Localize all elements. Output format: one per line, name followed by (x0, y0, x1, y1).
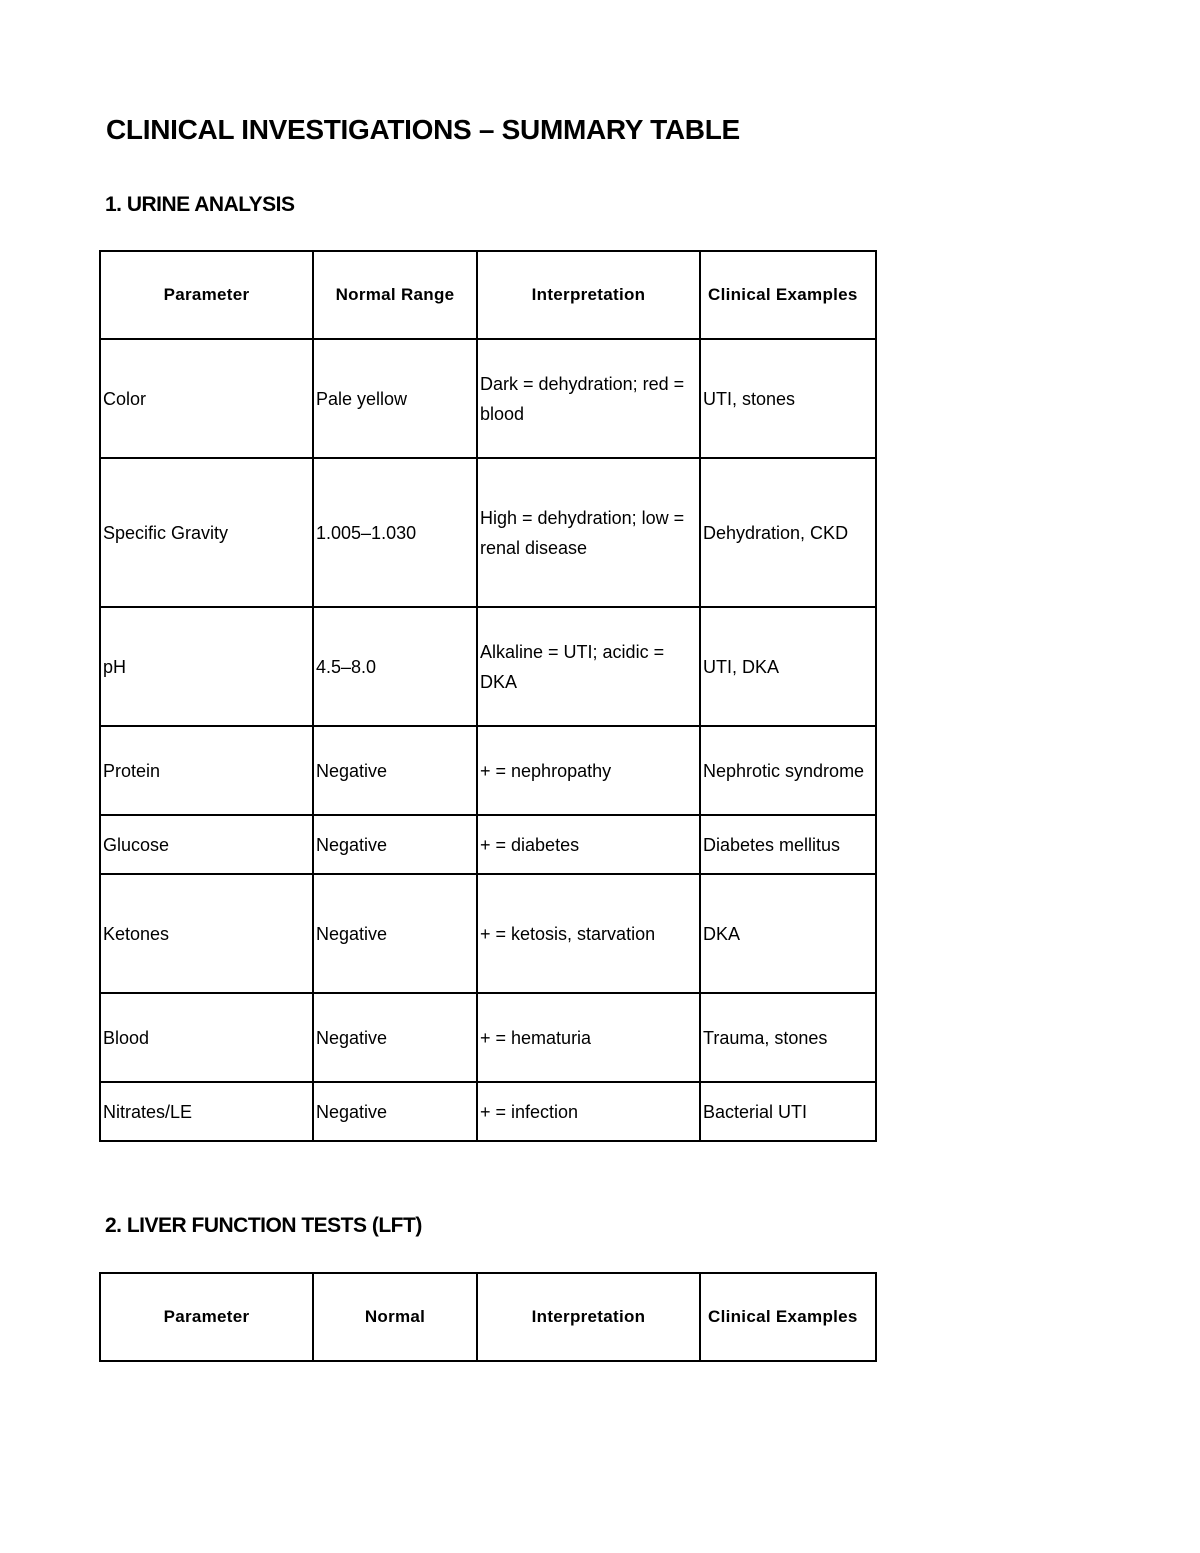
cell-parameter: Nitrates/LE (100, 1082, 313, 1141)
page-title: CLINICAL INVESTIGATIONS – SUMMARY TABLE (106, 114, 740, 145)
cell-parameter: Glucose (100, 815, 313, 874)
cell-interpretation: + = hematuria (477, 993, 700, 1082)
header-interpretation: Interpretation (477, 251, 700, 339)
cell-interpretation: High = dehydration; low = renal disease (477, 458, 700, 607)
table-row (100, 993, 876, 1082)
cell-normal-range: 1.005–1.030 (313, 458, 477, 607)
cell-normal-range: 4.5–8.0 (313, 607, 477, 726)
cell-interpretation: + = infection (477, 1082, 700, 1141)
header-clinical-examples: Clinical Examples (700, 251, 876, 339)
table-header-row (100, 1273, 876, 1361)
cell-parameter: Specific Gravity (100, 458, 313, 607)
cell-clinical-examples: UTI, DKA (700, 607, 876, 726)
header-normal: Normal (313, 1273, 477, 1361)
cell-clinical-examples: Dehydration, CKD (700, 458, 876, 607)
cell-normal-range: Negative (313, 993, 477, 1082)
urine-analysis-heading: 1. URINE ANALYSIS (105, 193, 295, 216)
table-row (100, 815, 876, 874)
lft-table (99, 1272, 877, 1362)
cell-interpretation: + = diabetes (477, 815, 700, 874)
cell-parameter: Protein (100, 726, 313, 815)
cell-parameter: Ketones (100, 874, 313, 993)
header-clinical-examples: Clinical Examples (700, 1273, 876, 1361)
cell-clinical-examples: DKA (700, 874, 876, 993)
cell-parameter: Blood (100, 993, 313, 1082)
cell-clinical-examples: Nephrotic syndrome (700, 726, 876, 815)
table-row (100, 339, 876, 458)
cell-clinical-examples: UTI, stones (700, 339, 876, 458)
lft-heading: 2. LIVER FUNCTION TESTS (LFT) (105, 1214, 422, 1237)
table-row (100, 1082, 876, 1141)
cell-clinical-examples: Trauma, stones (700, 993, 876, 1082)
cell-parameter: Color (100, 339, 313, 458)
cell-interpretation: Dark = dehydration; red = blood (477, 339, 700, 458)
header-normal-range: Normal Range (313, 251, 477, 339)
cell-normal-range: Negative (313, 874, 477, 993)
table-header-row (100, 251, 876, 339)
cell-interpretation: + = ketosis, starvation (477, 874, 700, 993)
header-parameter: Parameter (100, 1273, 313, 1361)
cell-clinical-examples: Bacterial UTI (700, 1082, 876, 1141)
cell-interpretation: + = nephropathy (477, 726, 700, 815)
cell-interpretation: Alkaline = UTI; acidic = DKA (477, 607, 700, 726)
cell-clinical-examples: Diabetes mellitus (700, 815, 876, 874)
table-row (100, 874, 876, 993)
cell-normal-range: Negative (313, 1082, 477, 1141)
urine-analysis-table (99, 250, 877, 1142)
table-row (100, 726, 876, 815)
header-interpretation: Interpretation (477, 1273, 700, 1361)
cell-normal-range: Negative (313, 815, 477, 874)
cell-normal-range: Pale yellow (313, 339, 477, 458)
table-row (100, 607, 876, 726)
header-parameter: Parameter (100, 251, 313, 339)
table-row (100, 458, 876, 607)
cell-parameter: pH (100, 607, 313, 726)
cell-normal-range: Negative (313, 726, 477, 815)
